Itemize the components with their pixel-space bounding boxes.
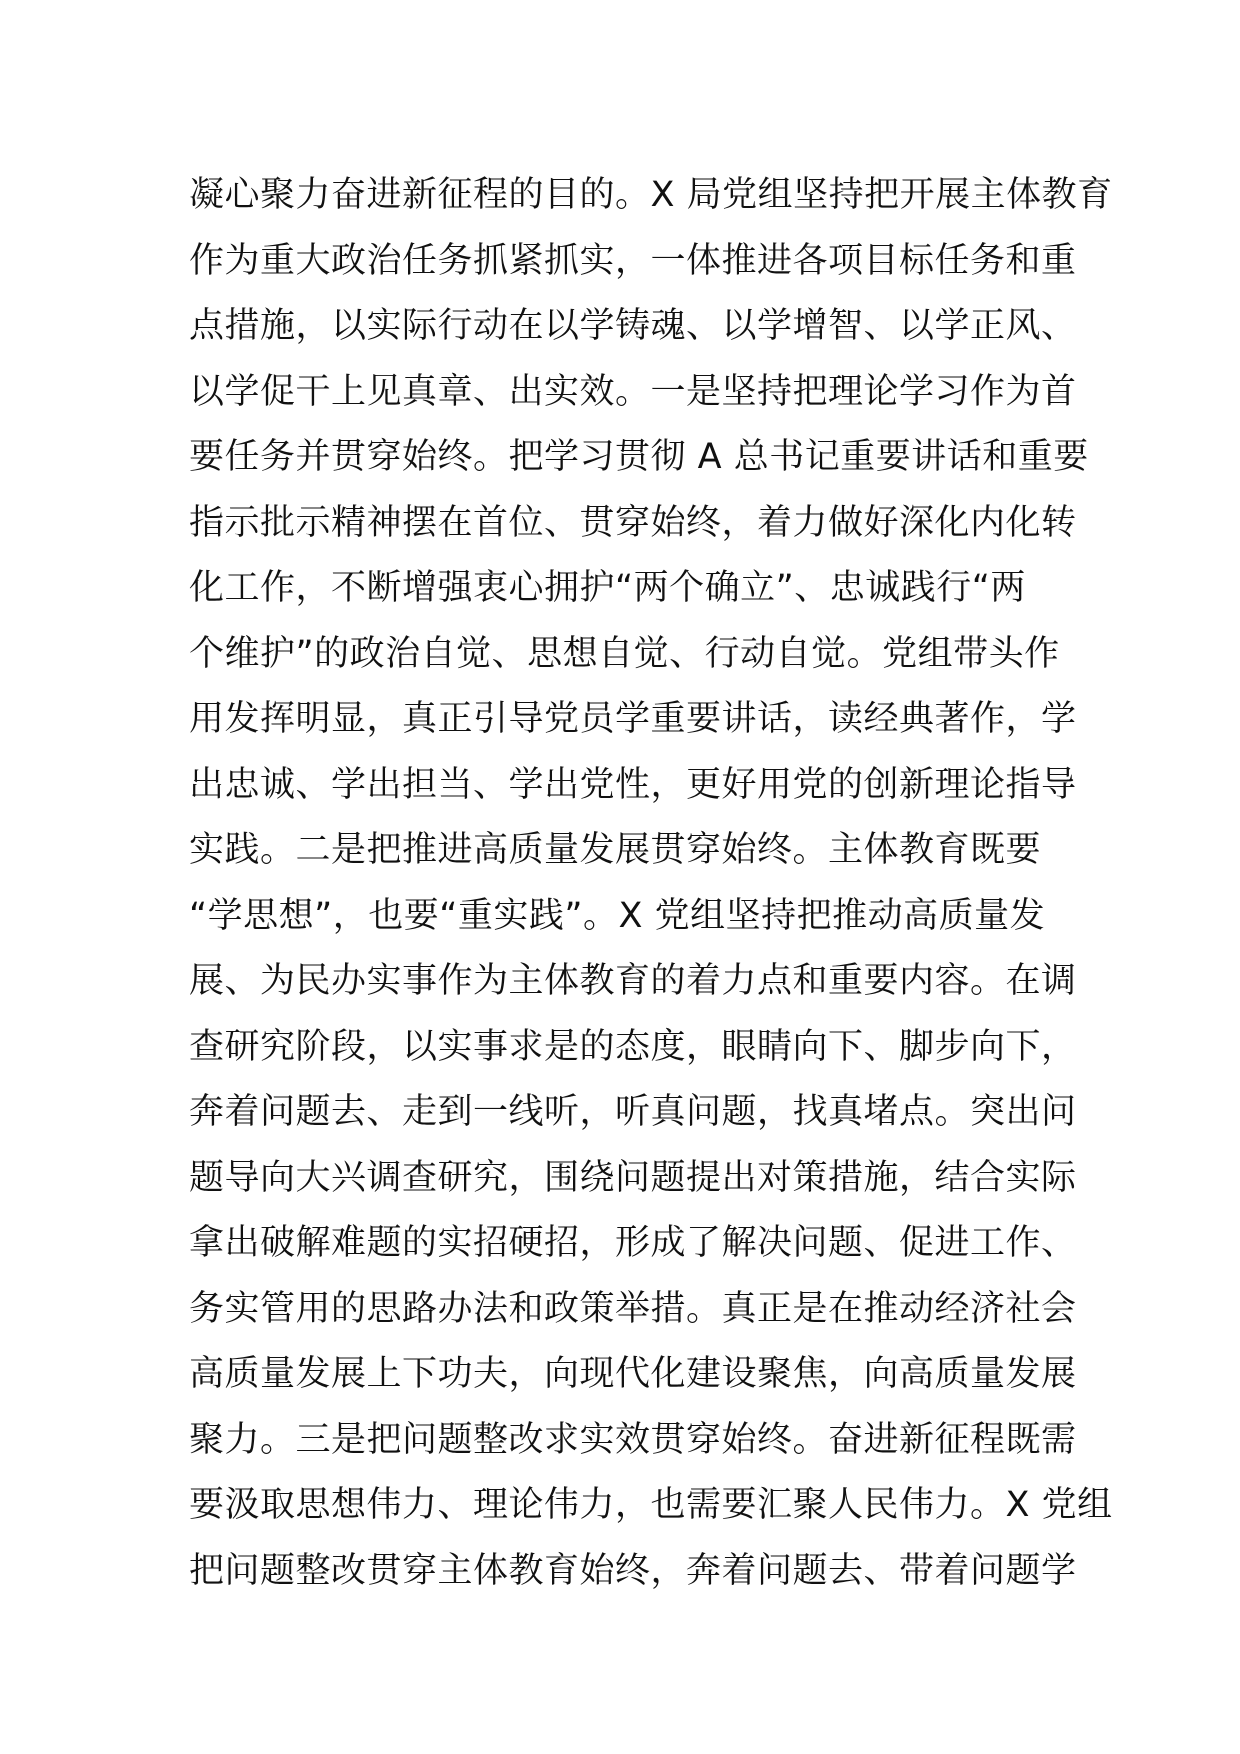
text-line: 凝心聚力奋进新征程的目的。X 局党组坚持把开展主体教育	[189, 175, 1113, 215]
text-line: 题导向大兴调查研究，围绕问题提出对策措施，结合实际	[189, 1157, 1077, 1198]
text-line: 出忠诚、学出担当、学出党性，更好用党的创新理论指导	[189, 764, 1077, 805]
text-line: 以学促干上见真章、出实效。一是坚持把理论学习作为首	[189, 371, 1077, 412]
text-line: 拿出破解难题的实招硬招，形成了解决问题、促进工作、	[189, 1223, 1077, 1263]
text-line: 个维护”的政治自觉、思想自觉、行动自觉。党组带头作	[189, 633, 1060, 674]
text-line: 用发挥明显，真正引导党员学重要讲话，读经典著作，学	[189, 699, 1077, 739]
text-line: 把问题整改贯穿主体教育始终，奔着问题去、带着问题学	[189, 1550, 1077, 1591]
text-line: 聚力。三是把问题整改求实效贯穿始终。奋进新征程既需	[189, 1419, 1077, 1460]
text-line: 指示批示精神摆在首位、贯穿始终，着力做好深化内化转	[189, 502, 1077, 543]
text-line: 要任务并贯穿始终。把学习贯彻 A 总书记重要讲话和重要	[189, 437, 1089, 477]
text-line: 奔着问题去、走到一线听，听真问题，找真堵点。突出问	[189, 1092, 1077, 1132]
text-line: 展、为民办实事作为主体教育的着力点和重要内容。在调	[189, 961, 1077, 1001]
text-line: 实践。二是把推进高质量发展贯穿始终。主体教育既要	[189, 830, 1042, 870]
text-line: 化工作，不断增强衷心拥护“两个确立”、忠诚践行“两	[189, 568, 1026, 608]
text-line: 务实管用的思路办法和政策举措。真正是在推动经济社会	[189, 1288, 1077, 1329]
text-line: 查研究阶段，以实事求是的态度，眼睛向下、脚步向下，	[189, 1026, 1077, 1067]
text-line: 要汲取思想伟力、理论伟力，也需要汇聚人民伟力。X 党组	[189, 1485, 1113, 1525]
text-line: 点措施，以实际行动在以学铸魂、以学增智、以学正风、	[189, 306, 1077, 346]
text-line: 作为重大政治任务抓紧抓实，一体推进各项目标任务和重	[189, 240, 1077, 281]
body-paragraph	[189, 163, 1113, 1604]
text-line: “学思想”，也要“重实践”。X 党组坚持把推动高质量发	[189, 895, 1046, 936]
text-line: 高质量发展上下功夫，向现代化建设聚焦，向高质量发展	[189, 1354, 1077, 1394]
